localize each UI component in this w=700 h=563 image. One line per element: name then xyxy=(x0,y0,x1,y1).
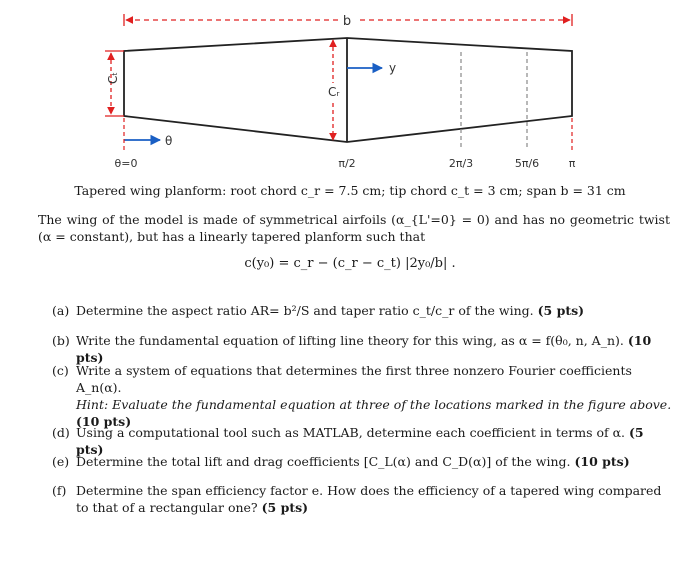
question-label: (d) xyxy=(52,425,70,440)
question-points: (10 pts) xyxy=(574,454,630,469)
question-label: (f) xyxy=(52,483,67,498)
question-text: Write a system of equations that determines the first three nonzero Fourier coefficients A_n(α). xyxy=(76,363,632,395)
question-item xyxy=(52,362,672,430)
question-label: (b) xyxy=(52,333,70,348)
y-axis-label: y xyxy=(389,61,397,75)
question-points: (5 pts) xyxy=(537,303,585,318)
question-text: Write the fundamental equation of lifting line theory for this wing, as α = f(θ₀, n, A_n). xyxy=(76,333,624,348)
tick-theta-0: θ=0 xyxy=(114,157,138,170)
tick-2pi-3: 2π/3 xyxy=(448,157,474,170)
question-label: (e) xyxy=(52,454,70,469)
question-points: (5 pts) xyxy=(76,425,644,457)
question-item xyxy=(52,482,672,516)
tick-pi-2: π/2 xyxy=(338,157,356,170)
question-item xyxy=(52,453,672,470)
question-label: (a) xyxy=(52,303,70,318)
question-points: (10 pts) xyxy=(76,414,132,429)
tick-pi: π xyxy=(568,157,576,170)
span-label: b xyxy=(342,14,352,29)
question-text: Determine the span efficiency factor e. How does the efficiency of a tapered wing compared to that of a rectangular one? xyxy=(76,483,662,515)
tick-5pi-6: 5π/6 xyxy=(514,157,540,170)
figure-caption: Tapered wing planform: root chord c_r = 7.5 cm; tip chord c_t = 3 cm; span b = 31 cm xyxy=(74,183,626,198)
tip-chord-label: Cₜ xyxy=(106,72,120,84)
question-item xyxy=(52,332,672,366)
question-item xyxy=(52,302,672,319)
theta-axis-label: θ xyxy=(165,134,173,148)
question-text: Determine the total lift and drag coefficients [C_L(α) and C_D(α)] of the wing. xyxy=(76,454,571,469)
root-chord-label: Cᵣ xyxy=(328,85,340,99)
question-hint: Hint: Evaluate the fundamental equation at three of the locations marked in the figure above. xyxy=(76,397,672,412)
wing-outline xyxy=(124,38,572,142)
question-points: (10 pts) xyxy=(76,333,652,365)
chord-equation: c(y₀) = c_r − (c_r − c_t) |2y₀/b| . xyxy=(244,256,456,271)
question-points: (5 pts) xyxy=(261,500,309,515)
question-text: Using a computational tool such as MATLAB, determine each coefficient in terms of α. xyxy=(76,425,626,440)
question-text: Determine the aspect ratio AR= b²/S and taper ratio c_t/c_r of the wing. xyxy=(76,303,534,318)
wing-planform-figure xyxy=(0,0,700,180)
intro-paragraph: The wing of the model is made of symmetrical airfoils (α_{L'=0} = 0) and has no geometric twist (α = constant), but has a linearly tapered planform such that xyxy=(38,212,670,244)
question-label: (c) xyxy=(52,363,69,378)
